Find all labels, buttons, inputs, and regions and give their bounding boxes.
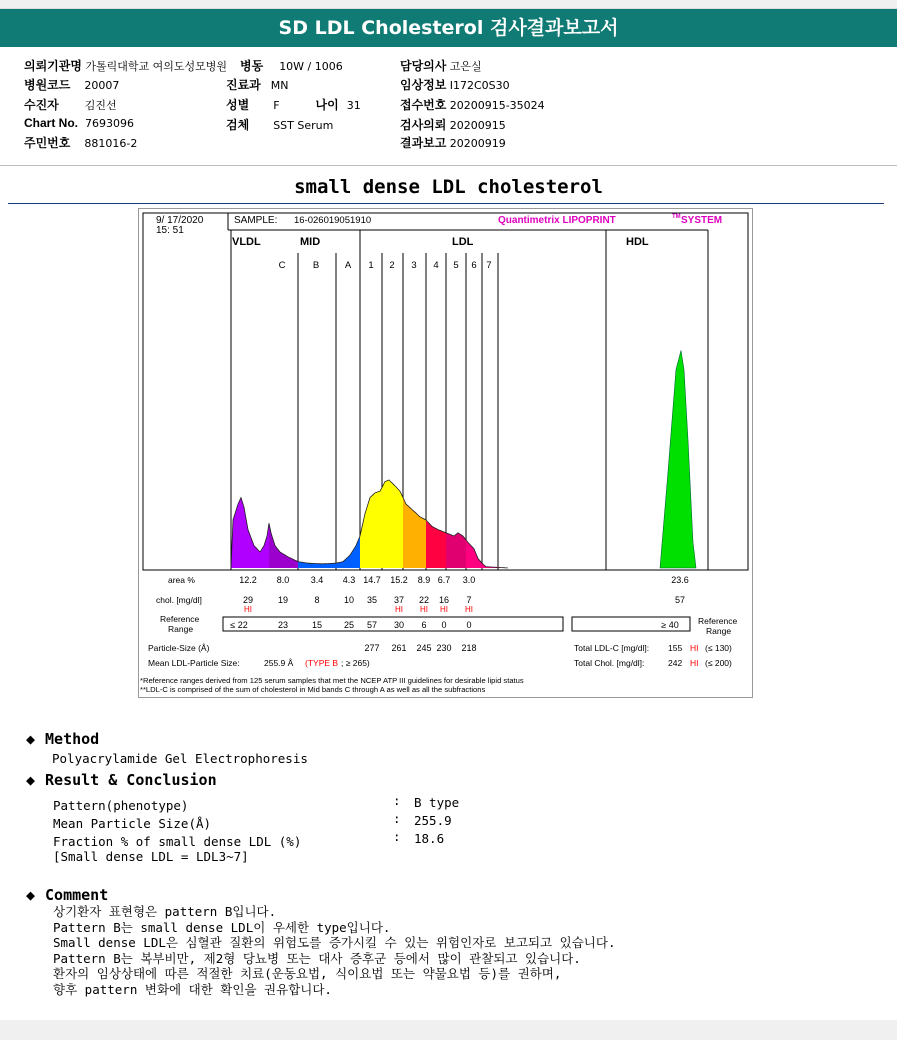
comment-line: Pattern B는 복부비만, 제2형 당뇨병 또는 대사 증후군 등에서 많이 관찰되고 있습니다. (53, 950, 581, 966)
area-value: 8.9 (417, 575, 431, 585)
chol-value: 8 (314, 595, 320, 605)
comment-heading: Comment (45, 886, 109, 904)
specimen-row: 검체 SST Serum (226, 118, 334, 132)
area-value: 14.7 (363, 575, 381, 585)
method-text: Polyacrylamide Gel Electrophoresis (52, 751, 308, 766)
recipient-row: 수진자 김진선 (24, 98, 117, 112)
result-row (53, 793, 460, 813)
request-row: 검사의뢰 20200915 (400, 118, 506, 132)
hospital-code-row: 병원코드 20007 (24, 78, 120, 92)
diamond-bullet-icon: ◆ (26, 730, 36, 748)
hi-flag: HI (420, 605, 428, 614)
result-label: Mean Particle Size(Å) (53, 816, 212, 831)
comment-line: Pattern B는 small dense LDL이 우세한 type입니다. (53, 919, 391, 935)
ref-right-label: Range (706, 626, 732, 636)
sample-id: 16-026019051910 (294, 215, 372, 226)
result-row (53, 829, 445, 849)
clinical-row: 임상정보 I172C0S30 (400, 78, 510, 92)
band-label: B (312, 260, 320, 271)
title-underline (8, 203, 884, 204)
doctor-row: 담당의사 고은실 (400, 59, 482, 73)
total-chol-ref: (≤ 200) (705, 658, 732, 668)
ref-value: 6 (421, 620, 427, 630)
diamond-bullet-icon: ◆ (26, 771, 36, 789)
lipoprint-chart (138, 208, 753, 698)
band-label: A (344, 260, 352, 271)
particle-size: 261 (391, 643, 407, 653)
area-value: 8.0 (276, 575, 290, 585)
band-label: 2 (389, 260, 395, 271)
result-rows (53, 793, 460, 849)
sample-label: SAMPLE: (234, 215, 278, 226)
comment-line: Small dense LDL은 심혈관 질환의 위험도를 증가시킬 수 있는 위험인자로 보고되고 있습니다. (53, 935, 616, 950)
result-note: [Small dense LDL = LDL3~7] (53, 849, 249, 864)
ref-right-label: Reference (698, 616, 738, 626)
comment-line: 상기환자 표현형은 pattern B입니다. (53, 904, 277, 919)
result-colon: : (393, 811, 401, 826)
area-value: 12.2 (239, 575, 257, 585)
chart-date: 9/ 17/2020 (156, 215, 204, 226)
mean-value: 255.9 Å (264, 658, 294, 668)
ref-value: ≤ 22 (230, 620, 248, 630)
total-chol-label: Total Chol. [mg/dl]: (574, 658, 645, 668)
total-chol-value: 242 (668, 658, 683, 668)
band-label: 7 (486, 260, 492, 271)
ref-value: 0 (466, 620, 472, 630)
ref-value: 30 (393, 620, 405, 630)
institution-row: 의뢰기관명 가톨릭대학교 여의도성모병원 (24, 59, 227, 73)
result-colon: : (393, 829, 401, 844)
band-label: 4 (433, 260, 439, 271)
ward-row: 병동 10W / 1006 (240, 59, 343, 73)
comment-section (26, 886, 615, 997)
chol-value: 29 (242, 595, 254, 605)
area-value: 6.7 (437, 575, 451, 585)
area-value: 3.4 (310, 575, 324, 585)
area-value: 4.3 (342, 575, 356, 585)
hi-flag: HI (395, 605, 403, 614)
section-title: small dense LDL cholesterol (294, 176, 603, 198)
result-section (26, 771, 460, 864)
mean-label: Mean LDL-Particle Size: (148, 658, 240, 668)
result-label: Fraction % of small dense LDL (%) (53, 834, 302, 849)
hi-flag: HI (465, 605, 473, 614)
chol-value: 22 (418, 595, 430, 605)
diamond-bullet-icon: ◆ (26, 886, 36, 904)
band-label: 6 (471, 260, 477, 271)
method-section (26, 730, 308, 766)
ref-value: 25 (343, 620, 355, 630)
band-label: 5 (453, 260, 459, 271)
total-ldl-label: Total LDL-C [mg/dl]: (574, 643, 650, 653)
chart-time: 15: 51 (156, 225, 184, 236)
top-bar (0, 0, 897, 9)
band-label: C (278, 260, 286, 271)
particle-size: 277 (364, 643, 380, 653)
result-label: Pattern(phenotype) (53, 798, 189, 813)
footnote: *Reference ranges derived from 125 serum samples that met the NCEP ATP III guidelines for desirable lipid status (140, 676, 524, 685)
mean-type: (TYPE B (305, 658, 339, 668)
area-value: 23.6 (671, 575, 689, 585)
result-value: 18.6 (414, 831, 445, 846)
result-heading: Result & Conclusion (45, 771, 217, 789)
total-chol-flag: HI (690, 658, 699, 668)
id-row: 주민번호 881016-2 (24, 136, 138, 150)
chol-value: 7 (466, 595, 472, 605)
report-date-row: 결과보고 20200919 (400, 136, 506, 150)
row-label-area: area % (168, 575, 195, 585)
brand-name: Quantimetrix LIPOPRINT (498, 215, 616, 226)
chol-value: 57 (674, 595, 686, 605)
chol-value: 16 (438, 595, 450, 605)
band-label: 1 (368, 260, 374, 271)
comment-lines (53, 904, 615, 997)
row-label-chol: chol. [mg/dl] (156, 595, 202, 605)
curve-segment-8 (446, 533, 466, 568)
ref-value: 15 (311, 620, 323, 630)
chol-value: 37 (393, 595, 405, 605)
brand-tm: TM (672, 214, 681, 220)
total-ldl-flag: HI (690, 643, 699, 653)
band-label: 3 (411, 260, 417, 271)
particle-size: 218 (461, 643, 477, 653)
row-label-ref: Range (168, 624, 194, 634)
chart-no-row: Chart No. 7693096 (24, 116, 134, 130)
report-title: SD LDL Cholesterol 검사결과보고서 (278, 17, 619, 39)
method-heading: Method (45, 730, 100, 748)
particle-size: 245 (416, 643, 432, 653)
ref-value: 23 (277, 620, 289, 630)
chol-value: 35 (366, 595, 378, 605)
footnote: **LDL-C is comprised of the sum of cholesterol in Mid bands C through A as well as all the subfractions (140, 685, 486, 694)
group-label: HDL (626, 236, 649, 248)
result-colon: : (393, 793, 401, 808)
ref-value: 57 (366, 620, 378, 630)
group-label: MID (300, 236, 321, 248)
ref-value: 0 (441, 620, 447, 630)
chol-value: 19 (277, 595, 289, 605)
result-value: B type (414, 795, 460, 810)
result-row (53, 811, 452, 831)
comment-line: 환자의 임상상태에 따른 적절한 치료(운동요법, 식이요법 또는 약물요법 등)를 권하며, (53, 966, 562, 981)
area-value: 15.2 (390, 575, 408, 585)
total-ldl-ref: (≤ 130) (705, 643, 732, 653)
result-value: 255.9 (414, 813, 452, 828)
group-label: LDL (452, 236, 474, 248)
receipt-row: 접수번호 20200915-35024 (400, 98, 545, 112)
hi-flag: HI (244, 605, 252, 614)
hi-flag: HI (440, 605, 448, 614)
row-label-size: Particle-Size (Å) (148, 643, 210, 653)
particle-size: 230 (436, 643, 452, 653)
dept-row: 진료과 MN (226, 78, 289, 92)
mean-ref: ; ≥ 265) (341, 658, 370, 668)
group-label: VLDL (232, 236, 261, 248)
chol-value: 10 (343, 595, 355, 605)
brand-system: SYSTEM (681, 215, 723, 226)
divider (0, 165, 897, 166)
area-value: 3.0 (462, 575, 476, 585)
sex-row: 성별 F 나이 31 (226, 98, 361, 112)
total-ldl-value: 155 (668, 643, 683, 653)
curve-segment-5 (382, 480, 403, 568)
row-label-ref: Reference (160, 614, 200, 624)
ref-value: ≥ 40 (661, 620, 679, 630)
comment-line: 향후 pattern 변화에 대한 확인을 권유합니다. (53, 981, 332, 997)
bottom-bar (0, 1020, 897, 1040)
report-header (0, 9, 897, 47)
